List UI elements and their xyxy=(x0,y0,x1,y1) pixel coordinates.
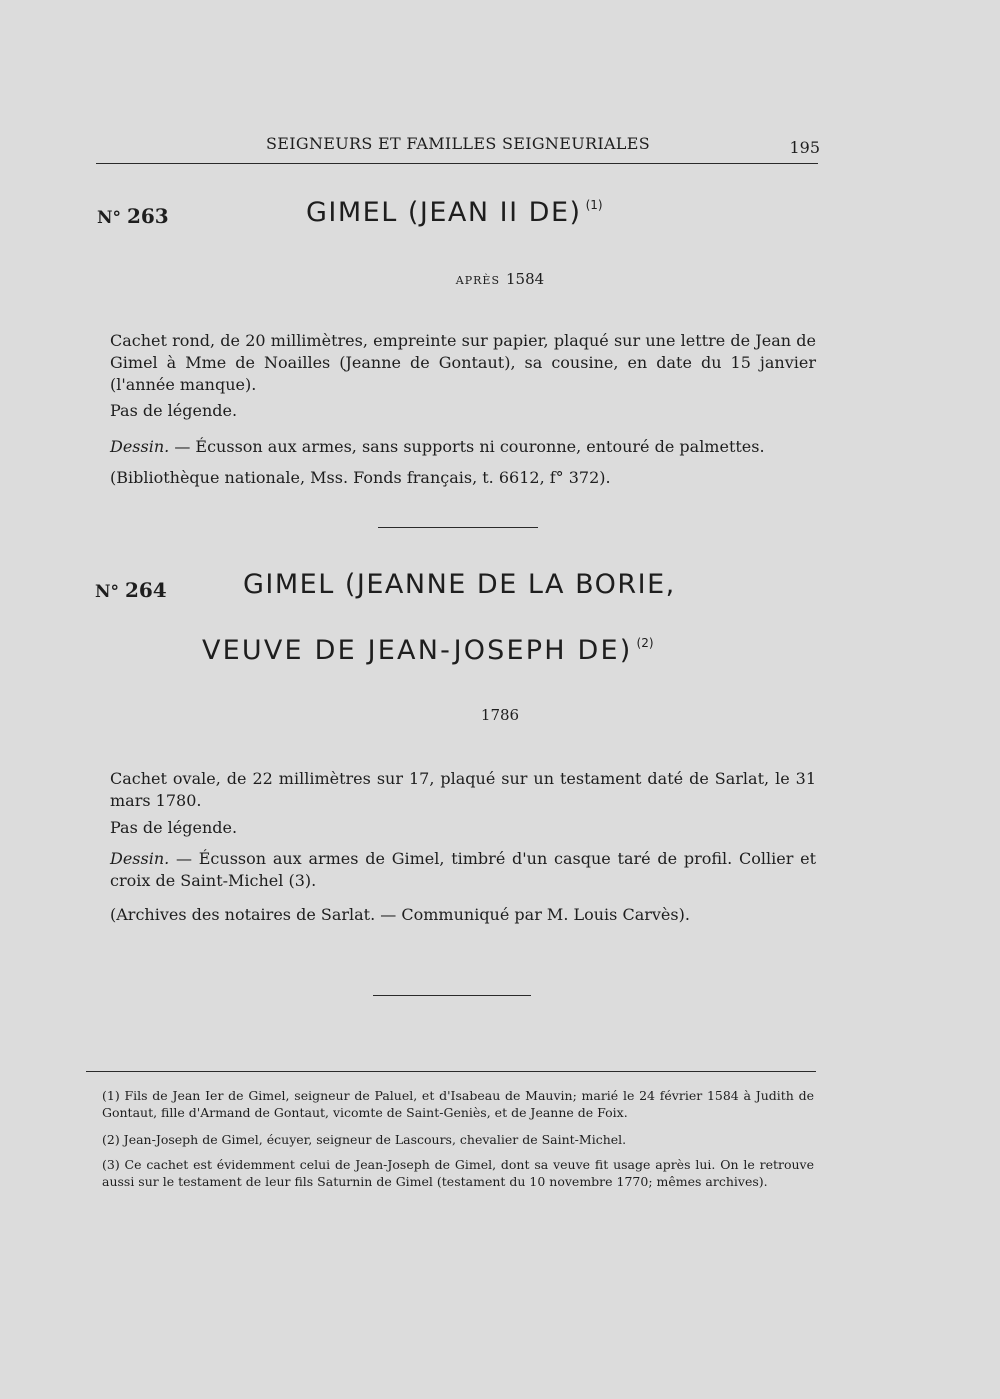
date-value: 1584 xyxy=(506,270,545,288)
entry-description-264: Cachet ovale, de 22 millimètres sur 17, plaqué sur un testament daté de Sarlat, le 31 mars 1780. xyxy=(110,769,816,810)
entry-title-264-line2 xyxy=(202,635,654,666)
entry-number-264 xyxy=(95,578,167,602)
entry-number-value: 263 xyxy=(126,204,169,228)
entry-number-prefix: N° xyxy=(97,208,122,228)
drawing-text: — Écusson aux armes de Gimel, timbré d'un casque taré de profil. Collier et croix de Saint-Michel (3). xyxy=(110,849,816,890)
drawing-label: Dessin. xyxy=(110,437,170,456)
entry-separator-rule xyxy=(378,527,538,528)
entry-source-264: (Archives des notaires de Sarlat. — Communiqué par M. Louis Carvès). xyxy=(110,905,690,924)
drawing-label: Dessin. xyxy=(110,849,170,868)
entry-title-text: GIMEL (JEAN II DE) xyxy=(306,197,582,228)
title-footnote-ref: (1) xyxy=(585,198,603,212)
date-value: 1786 xyxy=(480,706,520,724)
entry-number-263 xyxy=(97,204,169,228)
entry-separator-rule xyxy=(373,995,531,996)
entry-number-value: 264 xyxy=(124,578,167,602)
entry-source-263: (Bibliothèque nationale, Mss. Fonds français, t. 6612, f° 372). xyxy=(110,468,611,487)
drawing-text: — Écusson aux armes, sans supports ni couronne, entouré de palmettes. xyxy=(174,437,765,456)
entry-date-264 xyxy=(0,706,1000,724)
footnote-1: (1) Fils de Jean Ier de Gimel, seigneur de Paluel, et d'Isabeau de Mauvin; marié le 24 février 1584 à Judith de Gontaut, fille d'Armand de Gontaut, vicomte de Saint-Geniès, et de Jeanne de Foix. xyxy=(102,1088,814,1120)
footnote-2: (2) Jean-Joseph de Gimel, écuyer, seigneur de Lascours, chevalier de Saint-Michel. xyxy=(102,1132,627,1147)
entry-title-263 xyxy=(306,197,603,228)
running-head-title: SEIGNEURS ET FAMILLES SEIGNEURIALES xyxy=(266,134,650,153)
entry-title-264-line1: GIMEL (JEANNE DE LA BORIE, xyxy=(243,569,676,600)
header-rule xyxy=(96,163,818,164)
entry-number-prefix: N° xyxy=(95,582,120,602)
entry-drawing-264 xyxy=(94,848,816,892)
running-head xyxy=(96,134,820,158)
date-prefix: APRÈS xyxy=(455,274,500,287)
entry-title-text: VEUVE DE JEAN-JOSEPH DE) xyxy=(202,635,633,666)
entry-legend-263: Pas de légende. xyxy=(110,401,238,420)
title-footnote-ref: (2) xyxy=(636,636,654,650)
entry-description-263: Cachet rond, de 20 millimètres, empreinte sur papier, plaqué sur une lettre de Jean de Gimel à Mme de Noailles (Jeanne de Gontaut), sa cousine, en date du 15 janvier (l'année manque). xyxy=(110,331,816,394)
entry-date-263 xyxy=(0,270,1000,288)
entry-legend-264: Pas de légende. xyxy=(110,818,238,837)
footnote-3: (3) Ce cachet est évidemment celui de Jean-Joseph de Gimel, dont sa veuve fit usage après lui. On le retrouve aussi sur le testament de leur fils Saturnin de Gimel (testament du 10 novembre 1770; mêmes archives). xyxy=(102,1157,814,1189)
page-number: 195 xyxy=(789,138,820,157)
footnotes-rule xyxy=(86,1071,816,1072)
entry-drawing-263 xyxy=(110,436,820,458)
